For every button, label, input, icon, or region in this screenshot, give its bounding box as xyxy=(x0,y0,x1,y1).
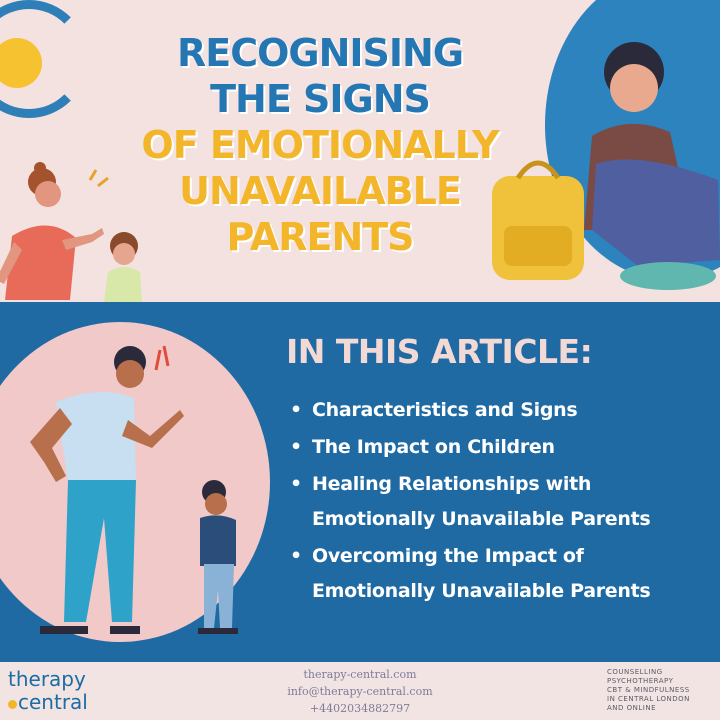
father-torso xyxy=(56,392,136,482)
mother-arm xyxy=(62,228,104,250)
logo-dot-icon xyxy=(8,700,17,709)
topic-text: Healing Relationships with xyxy=(312,473,592,495)
topic-text: Characteristics and Signs xyxy=(312,399,578,421)
father-head xyxy=(116,360,144,388)
service-item: PSYCHOTHERAPY xyxy=(607,677,674,685)
title-line: THE SIGNS xyxy=(210,77,430,121)
topic-text: The Impact on Children xyxy=(312,436,555,458)
father-shoes xyxy=(40,626,140,634)
article-topic xyxy=(286,430,716,465)
title-line: RECOGNISING xyxy=(176,31,464,75)
article-heading: IN THIS ARTICLE: xyxy=(286,332,593,371)
title-line: UNAVAILABLE xyxy=(179,169,461,213)
topic-text: Emotionally Unavailable Parents xyxy=(312,580,651,602)
mother-bun xyxy=(34,162,46,174)
article-summary xyxy=(286,332,716,611)
page-title xyxy=(110,30,530,260)
footer xyxy=(0,662,720,720)
services-list xyxy=(607,668,719,713)
service-item: AND ONLINE xyxy=(607,704,657,712)
mother-body xyxy=(5,225,76,300)
article-section xyxy=(0,302,720,662)
alert-mark xyxy=(90,170,108,186)
mother-head xyxy=(35,181,61,207)
boy-shoe xyxy=(620,262,716,290)
son-torso xyxy=(200,515,236,566)
topic-text: Emotionally Unavailable Parents xyxy=(312,508,651,530)
website-link[interactable]: therapy-central.com xyxy=(303,668,417,681)
child-body xyxy=(104,267,142,302)
son-legs xyxy=(204,564,234,628)
boy-legs xyxy=(592,160,720,266)
exclamation-icon xyxy=(156,346,168,370)
article-topic xyxy=(286,393,716,428)
logo-line-text: central xyxy=(18,690,88,714)
article-topic xyxy=(286,467,716,537)
phone-number: +4402034882797 xyxy=(309,702,411,715)
service-item: COUNSELLING xyxy=(607,668,663,676)
son-shoes xyxy=(198,628,238,634)
logo-line xyxy=(8,690,118,714)
logo-line: therapy xyxy=(8,667,86,691)
contact-info xyxy=(240,666,480,717)
article-topics-list xyxy=(286,393,716,609)
father-scolding-son-illustration xyxy=(0,332,280,642)
topic-text: Overcoming the Impact of xyxy=(312,545,584,567)
title-line: PARENTS xyxy=(226,215,414,259)
service-item: IN CENTRAL LONDON xyxy=(607,695,690,703)
father-legs xyxy=(64,480,136,622)
email-link[interactable]: info@therapy-central.com xyxy=(287,685,433,698)
header-section xyxy=(0,0,720,302)
son-head xyxy=(205,493,227,515)
therapy-central-logo xyxy=(8,668,118,714)
title-line: OF EMOTIONALLY xyxy=(141,123,499,167)
service-item: CBT & MINDFULNESS xyxy=(607,686,690,694)
article-topic xyxy=(286,539,716,609)
boy-head xyxy=(610,64,658,112)
